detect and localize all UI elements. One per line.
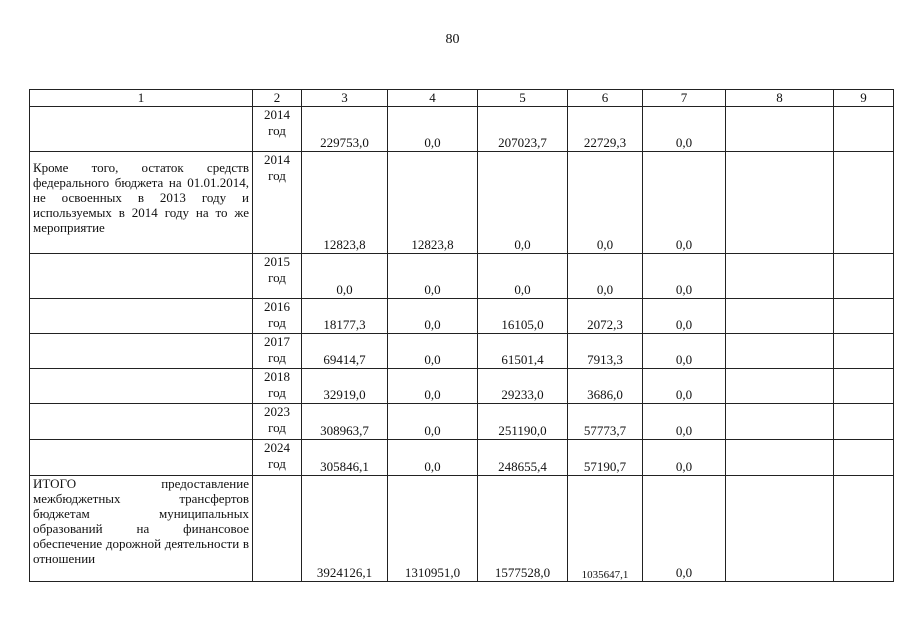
cell-col5: 16105,0: [478, 299, 568, 334]
cell-col3: 229753,0: [302, 107, 388, 152]
cell-col8: [726, 254, 834, 299]
cell-col6: 57773,7: [568, 404, 643, 440]
row-year: 2017 год: [253, 334, 302, 369]
col-header-7: 7: [643, 90, 726, 107]
cell-col9: [834, 404, 894, 440]
row-year: 2018 год: [253, 369, 302, 404]
cell-col7: 0,0: [643, 476, 726, 582]
cell-col4: 12823,8: [388, 152, 478, 254]
cell-col5: 61501,4: [478, 334, 568, 369]
cell-col7: 0,0: [643, 369, 726, 404]
cell-col4: 0,0: [388, 404, 478, 440]
cell-col6: 7913,3: [568, 334, 643, 369]
col-header-6: 6: [568, 90, 643, 107]
col-header-1: 1: [30, 90, 253, 107]
cell-col9: [834, 440, 894, 476]
row-year: 2014 год: [253, 107, 302, 152]
cell-col5: 1577528,0: [478, 476, 568, 582]
cell-col3: 12823,8: [302, 152, 388, 254]
cell-col9: [834, 299, 894, 334]
cell-col6: 1035647,1: [568, 476, 643, 582]
table-row: [30, 299, 894, 334]
col-header-3: 3: [302, 90, 388, 107]
row-description: [30, 440, 253, 476]
cell-col3: 305846,1: [302, 440, 388, 476]
cell-col5: 248655,4: [478, 440, 568, 476]
row-year: 2015 год: [253, 254, 302, 299]
table-row: [30, 152, 894, 254]
cell-col8: [726, 440, 834, 476]
cell-col8: [726, 107, 834, 152]
table-row: [30, 107, 894, 152]
cell-col8: [726, 476, 834, 582]
cell-col4: 0,0: [388, 299, 478, 334]
table-row: [30, 334, 894, 369]
cell-col3: 3924126,1: [302, 476, 388, 582]
cell-col8: [726, 299, 834, 334]
cell-col7: 0,0: [643, 107, 726, 152]
cell-col4: 0,0: [388, 334, 478, 369]
header-row: [30, 90, 894, 107]
cell-col5: 0,0: [478, 254, 568, 299]
cell-col7: 0,0: [643, 254, 726, 299]
cell-col9: [834, 152, 894, 254]
cell-col6: 2072,3: [568, 299, 643, 334]
cell-col3: 69414,7: [302, 334, 388, 369]
page-number: 80: [445, 32, 460, 47]
cell-col6: 22729,3: [568, 107, 643, 152]
cell-col4: 0,0: [388, 369, 478, 404]
cell-col7: 0,0: [643, 404, 726, 440]
cell-col5: 251190,0: [478, 404, 568, 440]
cell-col6: 57190,7: [568, 440, 643, 476]
cell-col5: 29233,0: [478, 369, 568, 404]
cell-col3: 0,0: [302, 254, 388, 299]
cell-col8: [726, 334, 834, 369]
table-row: [30, 254, 894, 299]
cell-col5: 0,0: [478, 152, 568, 254]
cell-col9: [834, 254, 894, 299]
cell-col9: [834, 476, 894, 582]
cell-col9: [834, 369, 894, 404]
table-row: [30, 404, 894, 440]
cell-col9: [834, 107, 894, 152]
cell-col7: 0,0: [643, 152, 726, 254]
row-year: 2023 год: [253, 404, 302, 440]
cell-col4: 0,0: [388, 107, 478, 152]
cell-col6: 0,0: [568, 254, 643, 299]
row-description: Кроме того, остаток средств федерального бюджета на 01.01.2014, не освоенных в 2013 году и используемых в 2014 году на то же мероприятие: [30, 152, 253, 254]
row-year: 2016 год: [253, 299, 302, 334]
row-description: [30, 299, 253, 334]
cell-col5: 207023,7: [478, 107, 568, 152]
cell-col4: 1310951,0: [388, 476, 478, 582]
row-description: [30, 334, 253, 369]
cell-col4: 0,0: [388, 440, 478, 476]
cell-col4: 0,0: [388, 254, 478, 299]
row-description: [30, 107, 253, 152]
col-header-4: 4: [388, 90, 478, 107]
row-description: [30, 369, 253, 404]
budget-table: [29, 89, 894, 582]
cell-col8: [726, 152, 834, 254]
col-header-2: 2: [253, 90, 302, 107]
row-description: ИТОГО предоставление межбюджетных трансфертов бюджетам муниципальных образований на финансовое обеспечение дорожной деятельности в отношении: [30, 476, 253, 582]
cell-col7: 0,0: [643, 299, 726, 334]
cell-col9: [834, 334, 894, 369]
cell-col7: 0,0: [643, 334, 726, 369]
cell-col6: 3686,0: [568, 369, 643, 404]
cell-col8: [726, 404, 834, 440]
col-header-5: 5: [478, 90, 568, 107]
cell-col6: 0,0: [568, 152, 643, 254]
table-row-total: [30, 476, 894, 582]
table-row: [30, 440, 894, 476]
row-year: 2024 год: [253, 440, 302, 476]
table-row: [30, 369, 894, 404]
col-header-9: 9: [834, 90, 894, 107]
cell-col3: 32919,0: [302, 369, 388, 404]
col-header-8: 8: [726, 90, 834, 107]
row-description: [30, 254, 253, 299]
cell-col8: [726, 369, 834, 404]
row-year: [253, 476, 302, 582]
cell-col7: 0,0: [643, 440, 726, 476]
row-year: 2014 год: [253, 152, 302, 254]
row-description: [30, 404, 253, 440]
cell-col3: 308963,7: [302, 404, 388, 440]
cell-col3: 18177,3: [302, 299, 388, 334]
